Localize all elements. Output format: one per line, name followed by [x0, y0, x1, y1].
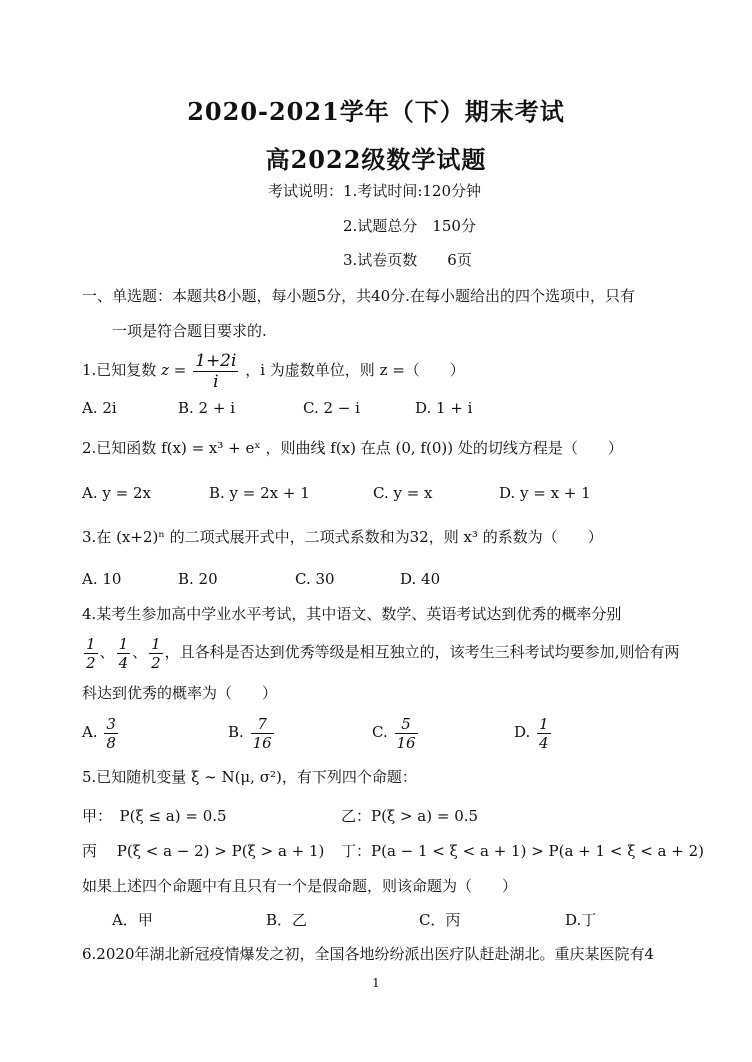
page-subtitle: 高2022级数学试题	[265, 145, 487, 174]
page-number: 1	[372, 976, 380, 990]
q1-prefix: 1.已知复数	[82, 361, 157, 379]
q4-option-b	[228, 712, 276, 752]
q4-option-d-num: 1	[539, 714, 549, 733]
q4-prob-3-den: 2	[151, 653, 161, 672]
question-2-stem: 2.已知函数 f(x) = x³ + eˣ ，则曲线 f(x) 在点 (0, f(0)) 处的切线方程是（ ）	[82, 439, 623, 457]
q5-proposition-yi: 乙：P(ξ > a) = 0.5	[341, 807, 479, 825]
q4-option-a-den: 8	[106, 733, 116, 752]
q4-option-b-frac	[251, 715, 274, 752]
q4-option-a-num: 3	[106, 714, 116, 733]
q4-prob-2-den: 4	[118, 653, 129, 672]
q3-option-a: A. 10	[82, 570, 122, 588]
q4-line2-rest: ，且各科是否达到优秀等级是相互独立的，该考生三科考试均要参加,则恰有两	[164, 643, 680, 661]
question-1-stem	[82, 350, 465, 392]
q4-option-b-num: 7	[251, 715, 274, 734]
page-title: 2020-2021学年（下）期末考试	[187, 97, 565, 126]
q4-prob-1-num: 1	[86, 634, 96, 653]
q3-option-d: D. 40	[400, 570, 441, 588]
section-heading-line2: 一项是符合题目要求的.	[112, 322, 267, 340]
q2-option-a: A. y = 2x	[82, 484, 151, 502]
q4-option-d-den: 4	[539, 733, 549, 752]
q1-frac-num: 1+2i	[195, 350, 237, 371]
q2-option-d: D. y = x + 1	[499, 484, 591, 502]
q4-option-c-label: C.	[372, 723, 388, 741]
exam-info-line2: 2.试题总分 150分	[343, 217, 476, 235]
q5-proposition-ding: 丁：P(a − 1 < ξ < a + 1) > P(a + 1 < ξ < a + 2)	[341, 842, 705, 860]
question-6-line1: 6.2020年湖北新冠疫情爆发之初，全国各地纷纷派出医疗队赶赴湖北。重庆某医院有4	[82, 945, 655, 963]
q4-prob-1-den: 2	[86, 653, 96, 672]
q1-z-eq: z =	[161, 361, 187, 379]
q4-option-a	[82, 712, 120, 752]
q1-option-d: D. 1 + i	[415, 399, 473, 417]
q4-option-c-den: 16	[396, 733, 416, 752]
q3-option-b: B. 20	[178, 570, 218, 588]
q4-option-b-label: B.	[228, 723, 244, 741]
q1-mid: ，i 为虚数单位，则 z =（ ）	[245, 361, 465, 379]
q4-option-c-num: 5	[395, 715, 418, 734]
q1-fraction	[193, 351, 238, 392]
q5-option-d: D.丁	[565, 911, 597, 929]
q4-option-d	[514, 712, 553, 752]
q4-prob-3	[149, 635, 163, 672]
q1-option-c: C. 2 − i	[303, 399, 360, 417]
question-5-stem: 5.已知随机变量 ξ ~ N(μ, σ²)，有下列四个命题：	[82, 768, 417, 786]
question-4-line1: 4.某考生参加高中学业水平考试，其中语文、数学、英语考试达到优秀的概率分别	[82, 605, 622, 623]
q4-prob-2-num: 1	[118, 634, 129, 653]
q4-sep-1: 、	[99, 643, 115, 661]
q1-frac-den: i	[213, 371, 219, 392]
q4-prob-1	[84, 635, 98, 672]
q5-option-a: A．甲	[112, 911, 153, 929]
q5-option-c: C．丙	[419, 911, 461, 929]
q4-option-c	[372, 712, 420, 752]
q4-option-a-frac	[104, 715, 118, 752]
q2-option-b: B. y = 2x + 1	[209, 484, 310, 502]
q4-prob-3-num: 1	[151, 634, 161, 653]
q4-option-b-den: 16	[252, 733, 272, 752]
exam-info-line3: 3.试卷页数 6页	[343, 251, 472, 269]
question-3-stem: 3.在 (x+2)ⁿ 的二项式展开式中，二项式系数和为32，则 x³ 的系数为（ ）	[82, 528, 603, 546]
q4-option-d-label: D.	[514, 723, 531, 741]
q4-prob-2	[117, 635, 131, 672]
section-heading-line1: 一、单选题：本题共8小题，每小题5分，共40分.在每小题给出的四个选项中，只有	[82, 287, 635, 305]
q5-proposition-bing: 丙 P(ξ < a − 2) > P(ξ > a + 1)	[82, 842, 325, 860]
q4-option-d-frac	[537, 715, 551, 752]
q1-option-a: A. 2i	[82, 399, 117, 417]
q4-option-a-label: A.	[82, 723, 98, 741]
q5-proposition-jia: 甲： P(ξ ≤ a) = 0.5	[82, 807, 227, 825]
q1-option-b: B. 2 + i	[178, 399, 236, 417]
q4-sep-2: 、	[132, 643, 148, 661]
q2-option-c: C. y = x	[373, 484, 433, 502]
q5-option-b: B．乙	[266, 911, 308, 929]
exam-info-line1	[268, 181, 481, 201]
question-4-line2	[82, 632, 679, 672]
exam-info-label: 考试说明：	[268, 182, 344, 200]
question-4-line3: 科达到优秀的概率为（ ）	[82, 684, 278, 702]
q4-option-c-frac	[395, 715, 418, 752]
exam-info-time: 1.考试时间:120分钟	[343, 182, 482, 200]
q5-condition: 如果上述四个命题中有且只有一个是假命题，则该命题为（ ）	[82, 877, 518, 895]
q3-option-c: C. 30	[295, 570, 335, 588]
